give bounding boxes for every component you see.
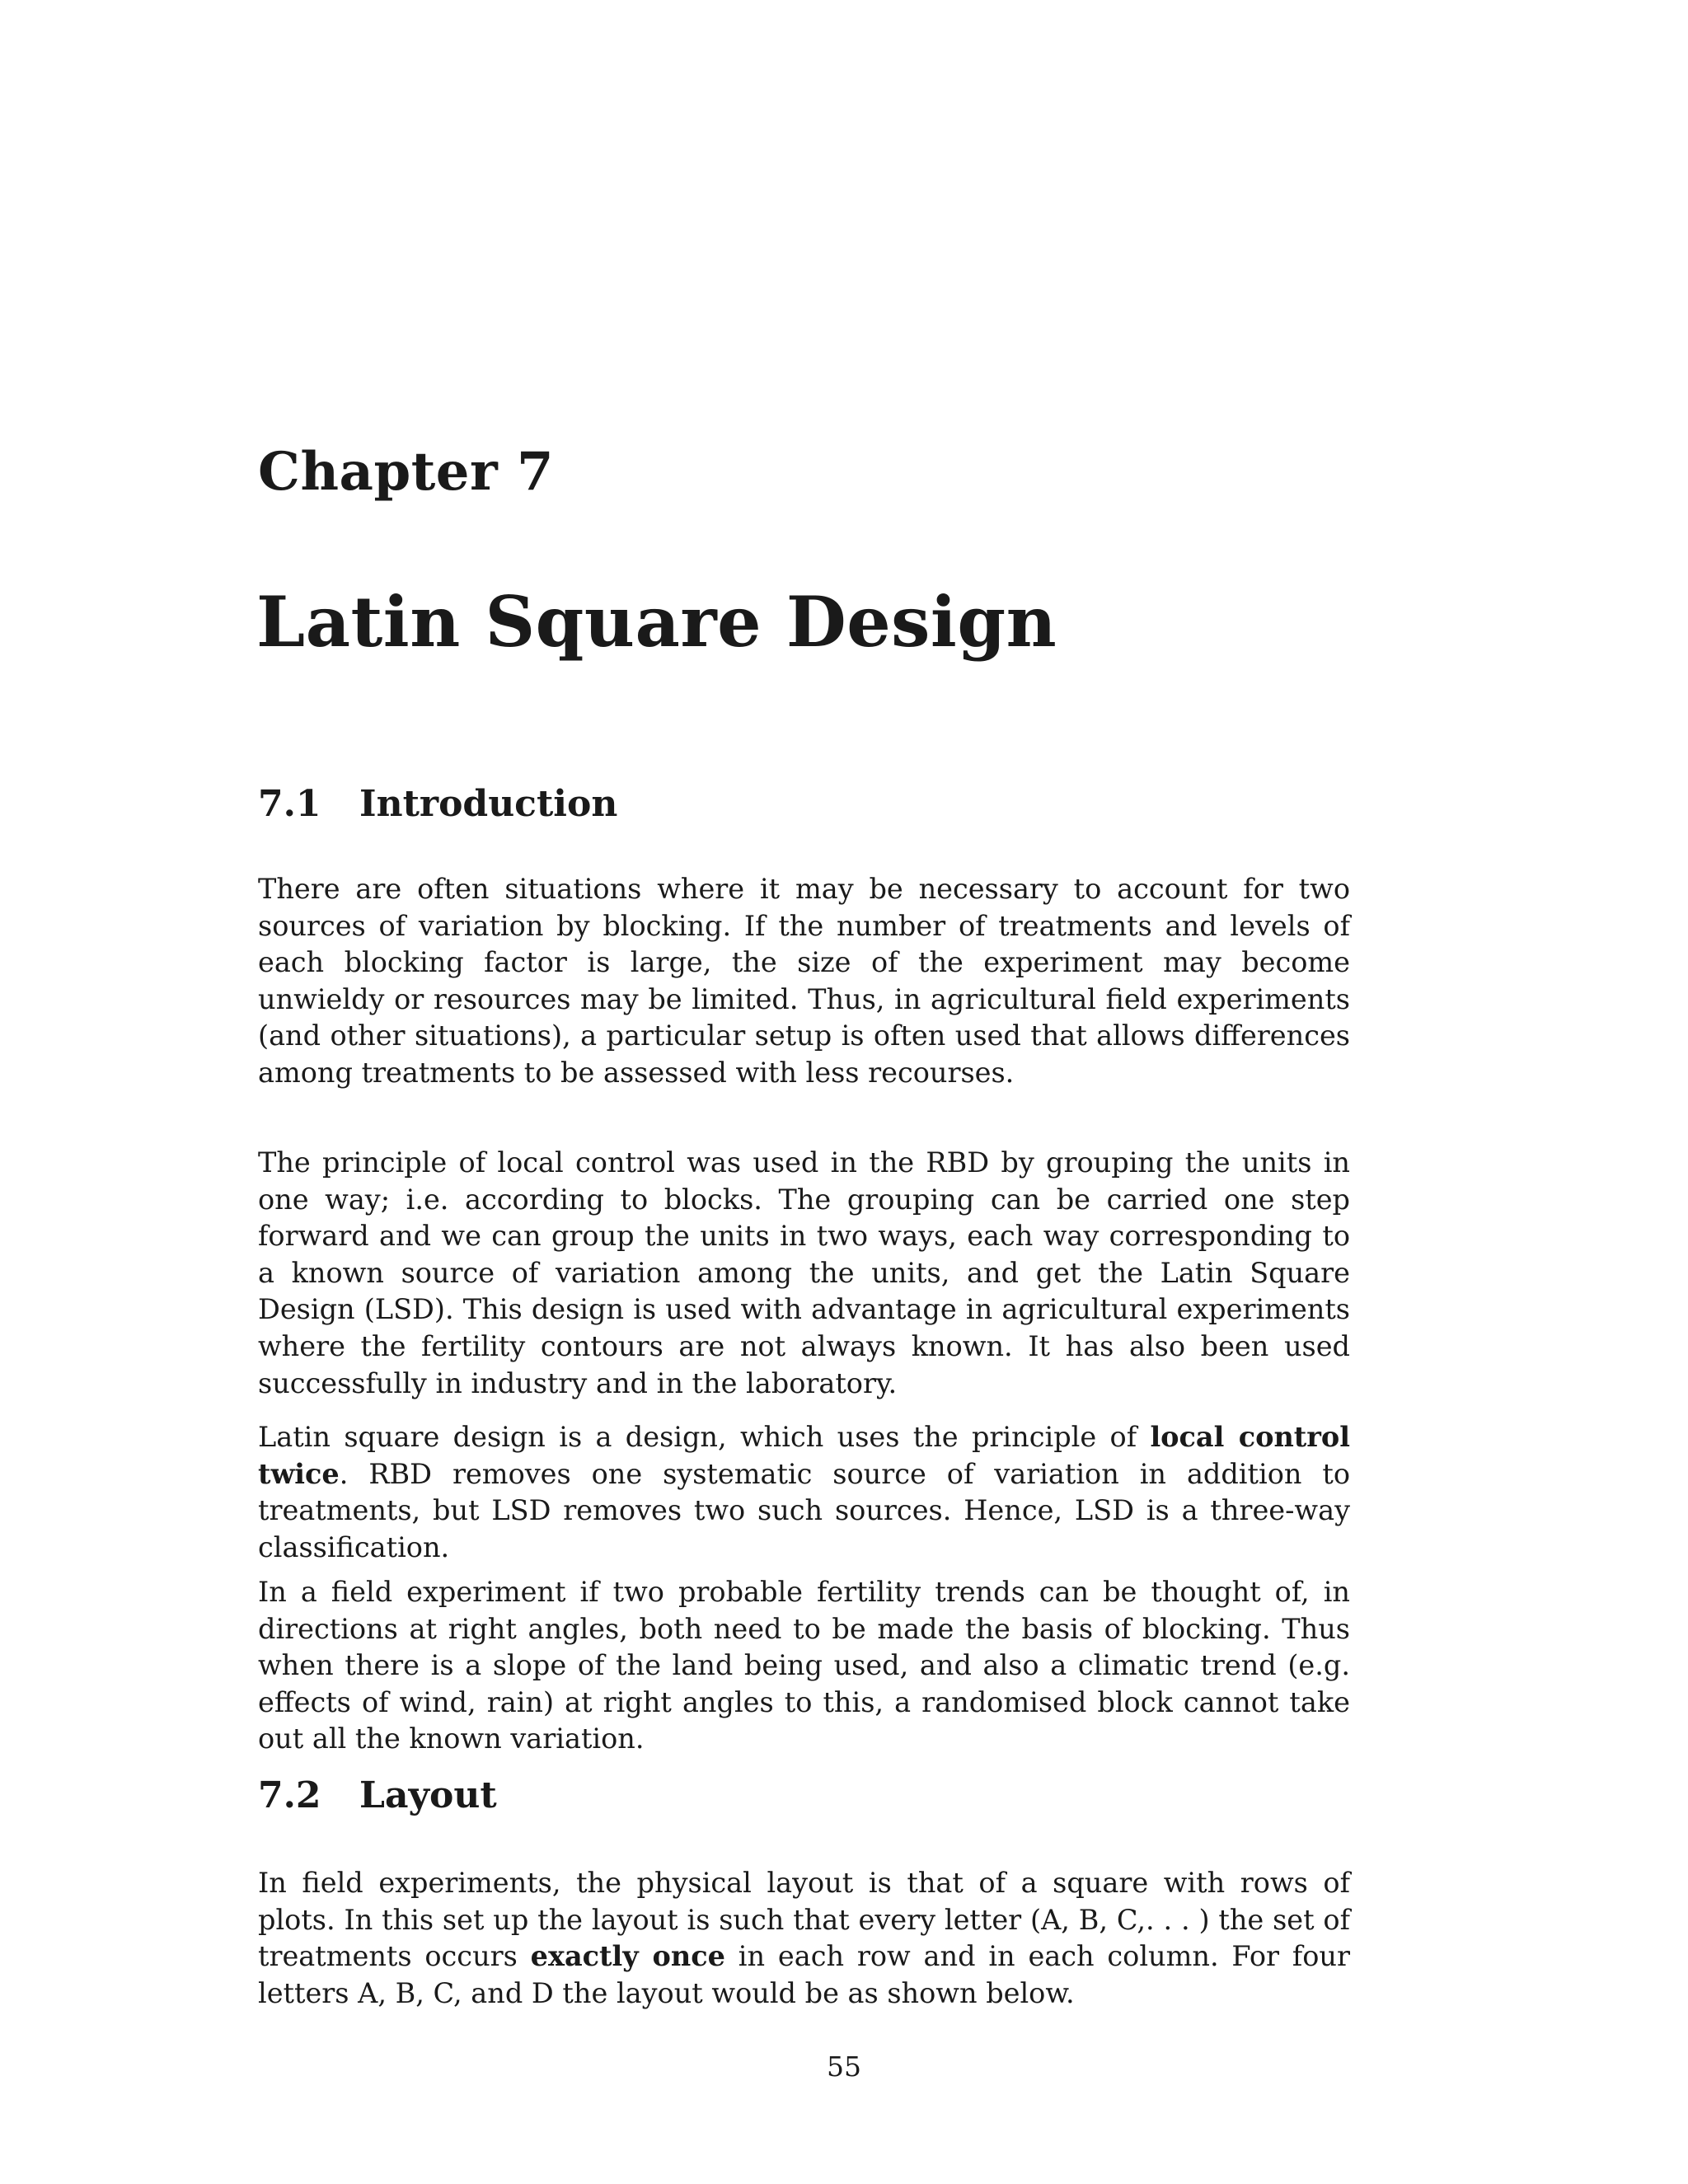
section-number: 7.1 [258,783,321,825]
section-title: Layout [359,1774,497,1816]
emphasis-text: local control twice [258,1421,1350,1490]
section-title: Introduction [359,783,618,825]
paragraph-text: Latin square design is a design, which uses the principle of [258,1421,1151,1453]
paragraph-text: In field experiments, the physical layout is that of a square with rows of plots. In this set up the layout is such that every letter (A, B, C,. . . ) the set of treatments occurs [258,1867,1350,1973]
section-number: 7.2 [258,1774,321,1816]
section-heading-introduction [258,783,617,825]
page-number: 55 [827,2050,861,2083]
paragraph-layout-1 [258,1865,1350,2012]
paragraph-text: . RBD removes one systematic source of variation in addition to treatments, but LSD removes two such sources. Hence, LSD is a three-way classification. [258,1457,1350,1563]
paragraph-intro-4: In a field experiment if two probable fertility trends can be thought of, in directions at right angles, both need to be made the basis of blocking. Thus when there is a slope of the land being used, and also a climatic trend (e.g. effects of wind, rain) at right angles to this, a randomised block cannot take out all the known variation. [258,1576,1350,1755]
section-heading-layout [258,1774,497,1816]
paragraph-text: in each row and in each column. For four letters A, B, C, and D the layout would be as shown below. [258,1940,1351,2009]
paragraph-intro-2: The principle of local control was used in the RBD by grouping the units in one way; i.e. according to blocks. The grouping can be carried one step forward and we can group the units in two ways, each way corresponding to a known source of variation among the units, and get the Latin Square Design (LSD). This design is used with advantage in agricultural experiments where the fertility contours are not always known. It has also been used successfully in industry and in the laboratory. [258,1146,1350,1399]
chapter-label: Chapter 7 [258,441,554,503]
paragraph-intro-1: There are often situations where it may be necessary to account for two sources of variation by blocking. If the number of treatments and levels of each blocking factor is large, the size of the experiment may become unwieldy or resources may be limited. Thus, in agricultural field experiments (and other situations), a particular setup is often used that allows differences among treatments to be assessed with less recourses. [258,873,1350,1089]
paragraph-intro-3 [258,1419,1350,1566]
chapter-title: Latin Square Design [256,581,1057,663]
emphasis-text: exactly once [530,1940,725,1973]
